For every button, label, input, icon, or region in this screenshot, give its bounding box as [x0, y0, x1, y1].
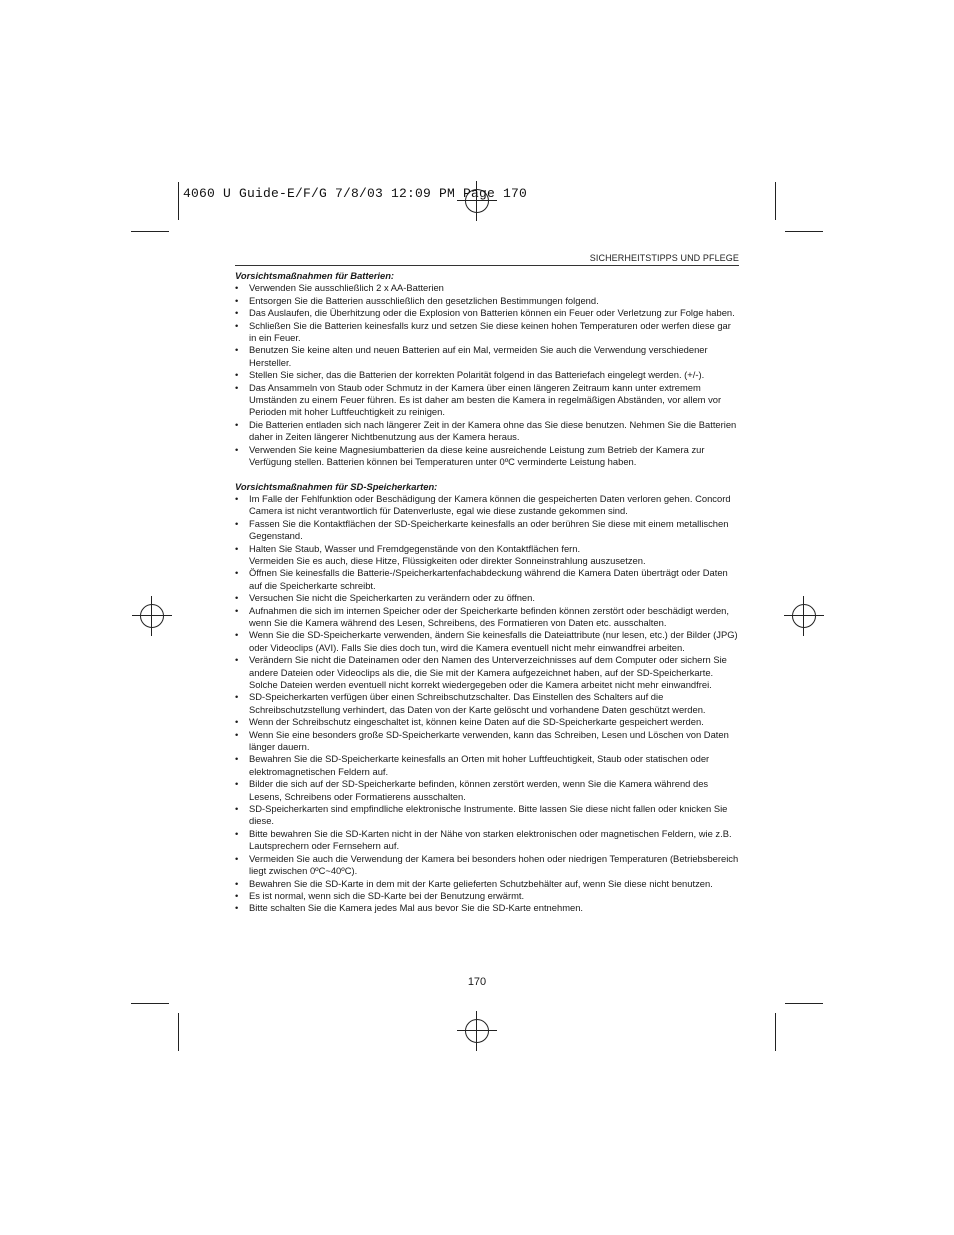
list-item: • Wenn Sie die SD-Speicherkarte verwenden, ändern Sie keinesfalls die Dateiattribute (nur lesen, etc.) der Bilder (JPG) oder Videoclips (AVI). Falls Sie dies doch tun, wird die Kamera eventuell nicht mehr einwandfrei arbeiten. — [235, 629, 739, 654]
list-item: • Verwenden Sie ausschließlich 2 x AA-Batterien — [235, 282, 739, 294]
list-item: • Stellen Sie sicher, das die Batterien der korrekten Polarität folgend in das Batteriefach eingelegt werden. (+/-). — [235, 369, 739, 381]
running-head: SICHERHEITSTIPPS UND PFLEGE — [589, 253, 739, 263]
list-item: • Das Ansammeln von Staub oder Schmutz in der Kamera über einen längeren Zeitraum kann unter extremem Umständen zu einem Feuer führen. Es ist daher am besten die Kamera in regelmäßigen Abständen, vor allem vor Perioden mit hoher Luftfeuchtigkeit zu reinigen. — [235, 382, 739, 419]
list-item: • Verändern Sie nicht die Dateinamen oder den Namen des Unterverzeichnisses auf dem Computer oder sichern Sie andere Dateien oder Videoclips als die, die Sie mit der Kamera aufgezeichnet haben, auf der SD-Speicherkarte. Solche Dateien werden eventuell nicht korrekt wiedergegeben oder die Kamera arbeitet nicht mehr einwandfrei. — [235, 654, 739, 691]
registration-mark-bottom — [457, 1011, 497, 1051]
section-batteries — [235, 270, 739, 469]
section-title: Vorsichtsmaßnahmen für Batterien: — [235, 270, 395, 281]
page-number: 170 — [467, 976, 487, 988]
registration-mark-left — [132, 596, 172, 636]
list-item: • Schließen Sie die Batterien keinesfalls kurz und setzen Sie diese keinen hohen Temperaturen oder werfen diese gar in ein Feuer. — [235, 320, 739, 345]
crop-mark-top-right-vertical — [775, 182, 776, 220]
list-item: • Fassen Sie die Kontaktflächen der SD-Speicherkarte keinesfalls an oder berühren Sie diese mit einem metallischen Gegenstand. — [235, 518, 739, 543]
list-item: • Benutzen Sie keine alten und neuen Batterien auf ein Mal, vermeiden Sie auch die Verwendung verschiedener Hersteller. — [235, 344, 739, 369]
crop-mark-bottom-right-horizontal — [785, 1003, 823, 1004]
list-item: • Wenn der Schreibschutz eingeschaltet ist, können keine Daten auf die SD-Speicherkarte gespeichert werden. — [235, 716, 739, 728]
list-item: • Bitte schalten Sie die Kamera jedes Mal aus bevor Sie die SD-Karte entnehmen. — [235, 902, 739, 914]
crop-mark-top-left-horizontal — [131, 231, 169, 232]
list-item: • Die Batterien entladen sich nach längerer Zeit in der Kamera ohne das Sie diese benutzen. Nehmen Sie die Batterien daher in Zeiten längerer Nichtbenutzung aus der Kamera heraus. — [235, 419, 739, 444]
list-item: • Es ist normal, wenn sich die SD-Karte bei der Benutzung erwärmt. — [235, 890, 739, 902]
crop-mark-bottom-right-vertical — [775, 1013, 776, 1051]
list-item: • Verwenden Sie keine Magnesiumbatterien da diese keine ausreichende Leistung zum Betrieb der Kamera zur Verfügung stellen. Batterien können bei Temperaturen unter 0ºC verminderte Leistung haben. — [235, 444, 739, 469]
list-item: • Im Falle der Fehlfunktion oder Beschädigung der Kamera können die gespeicherten Daten verloren gehen. Concord Camera ist nicht verantwortlich für Datenverluste, egal wie diese zustande gekommen sind. — [235, 493, 739, 518]
crop-mark-bottom-left-horizontal — [131, 1003, 169, 1004]
list-item: • Vermeiden Sie auch die Verwendung der Kamera bei besonders hohen oder niedrigen Temperaturen (Betriebsbereich liegt zwischen 0ºC~40ºC). — [235, 853, 739, 878]
registration-mark-right — [784, 596, 824, 636]
crop-mark-bottom-left-vertical — [178, 1013, 179, 1051]
list-item: • Entsorgen Sie die Batterien ausschließlich den gesetzlichen Bestimmungen folgend. — [235, 295, 739, 307]
list-item: • Wenn Sie eine besonders große SD-Speicherkarte verwenden, kann das Schreiben, Lesen und Löschen von Daten länger dauern. — [235, 729, 739, 754]
crop-mark-top-right-horizontal — [785, 231, 823, 232]
list-item: • Das Auslaufen, die Überhitzung oder die Explosion von Batterien können ein Feuer oder Verletzung zur Folge haben. — [235, 307, 739, 319]
list-item: • Bitte bewahren Sie die SD-Karten nicht in der Nähe von starken elektronischen oder magnetischen Feldern, wie z.B. Lautsprechern oder Fernsehern auf. — [235, 828, 739, 853]
list-item: • Bewahren Sie die SD-Speicherkarte keinesfalls an Orten mit hoher Luftfeuchtigkeit, Staub oder statischen oder elektromagnetischen Feldern auf. — [235, 753, 739, 778]
list-item: • Bilder die sich auf der SD-Speicherkarte befinden, können zerstört werden, wenn Sie die Kamera während des Lesens, Schreibens oder Formatierens ausschalten. — [235, 778, 739, 803]
list-item: • SD-Speicherkarten sind empfindliche elektronische Instrumente. Bitte lassen Sie diese nicht fallen oder knicken Sie diese. — [235, 803, 739, 828]
crop-mark-top-left-vertical — [178, 182, 179, 220]
bullet-list — [235, 493, 739, 915]
bullet-list — [235, 282, 739, 468]
page-content — [235, 270, 739, 915]
list-item: • Bewahren Sie die SD-Karte in dem mit der Karte gelieferten Schutzbehälter auf, wenn Sie diese nicht benutzen. — [235, 878, 739, 890]
header-rule — [235, 265, 739, 266]
section-sd-cards — [235, 481, 739, 915]
list-item: • Halten Sie Staub, Wasser und Fremdgegenstände von den Kontaktflächen fern. Vermeiden Sie es auch, diese Hitze, Flüssigkeiten oder direkter Sonneinstrahlung auszusetzen. — [235, 543, 739, 568]
list-item: • Öffnen Sie keinesfalls die Batterie-/Speicherkartenfachabdeckung während die Kamera Daten überträgt oder Daten auf die Speicherkarte schreibt. — [235, 567, 739, 592]
section-title: Vorsichtsmaßnahmen für SD-Speicherkarten: — [235, 480, 438, 492]
list-item: • Versuchen Sie nicht die Speicherkarten zu verändern oder zu öffnen. — [235, 592, 739, 604]
list-item: • Aufnahmen die sich im internen Speicher oder der Speicherkarte befinden können zerstört oder beschädigt werden, wenn Sie die Kamera während des Lesen, Schreibens, des Formatieren von Daten etc. ausschalten. — [235, 605, 739, 630]
printer-slug: 4060 U Guide-E/F/G 7/8/03 12:09 PM Page 170 — [183, 186, 528, 201]
list-item: • SD-Speicherkarten verfügen über einen Schreibschutzschalter. Das Einstellen des Schalters auf die Schreibschutzstellung verhindert, das Daten von der Karte gelöscht und vorhandene Daten geschützt werden. — [235, 691, 739, 716]
